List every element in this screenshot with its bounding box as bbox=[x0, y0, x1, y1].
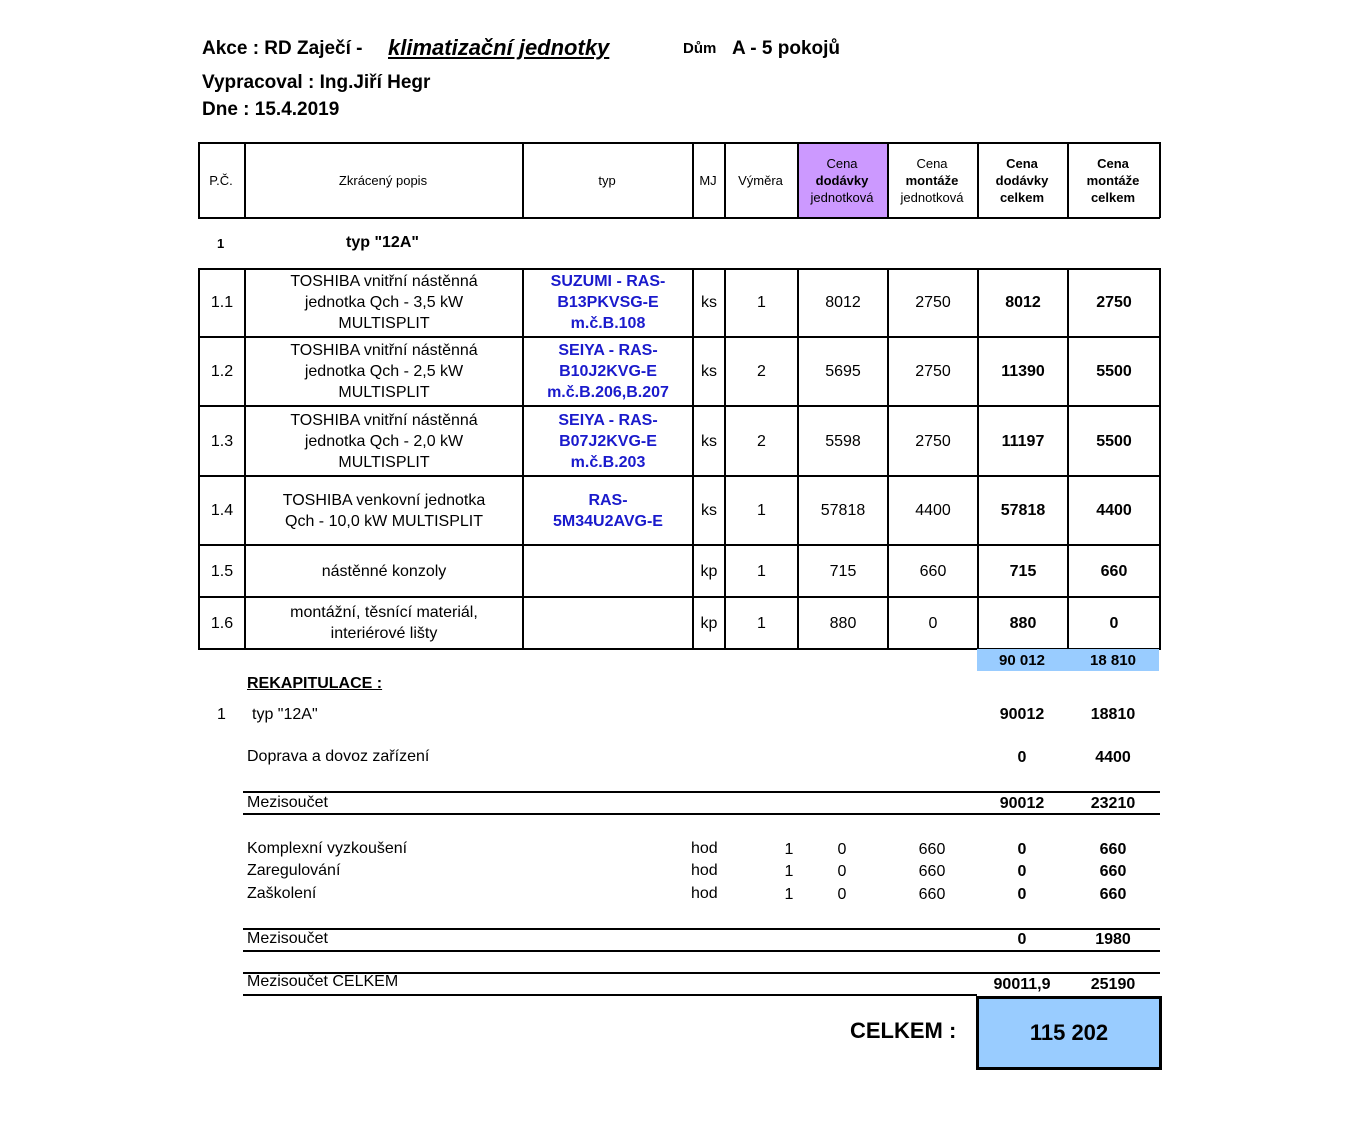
sum-dodavky: 90 012 bbox=[977, 649, 1067, 671]
table-cell-popis: nástěnné konzoly bbox=[321, 562, 447, 580]
table-top-border bbox=[198, 142, 1160, 144]
service-dod_j: 0 bbox=[837, 863, 847, 880]
header-column-border bbox=[244, 142, 246, 218]
col-header-vymera: Výměra bbox=[738, 172, 783, 188]
recap-item-label: typ "12A" bbox=[252, 706, 318, 723]
table-cell-mont_j: 2750 bbox=[915, 294, 951, 311]
table-cell-mj: ks bbox=[701, 432, 717, 450]
table-cell-dod_j: 5695 bbox=[825, 363, 861, 380]
dum-label: Dům bbox=[683, 40, 717, 57]
divider bbox=[243, 928, 1160, 930]
table-cell-mj: kp bbox=[700, 562, 718, 580]
col-header-cena-montaze-jednotkova bbox=[887, 142, 977, 218]
table-cell-vymera: 1 bbox=[757, 614, 766, 632]
table-cell-popis: montážní, těsnící materiál, interiérové lišty bbox=[290, 604, 478, 642]
celkem-label: CELKEM : bbox=[850, 1018, 957, 1043]
col-header-typ: typ bbox=[598, 172, 616, 188]
col-header-line: Cena bbox=[1097, 155, 1129, 171]
service-dod_j: 0 bbox=[837, 841, 847, 858]
header-column-border bbox=[1067, 142, 1069, 218]
table-cell-popis: TOSHIBA venkovní jednotka Qch - 10,0 kW MULTISPLIT bbox=[282, 491, 486, 530]
divider bbox=[243, 994, 977, 996]
table-cell-mont_j: 2750 bbox=[915, 363, 951, 380]
service-mont_c: 660 bbox=[1099, 863, 1127, 880]
service-mont_j: 660 bbox=[918, 886, 946, 903]
service-mont_c: 660 bbox=[1099, 886, 1127, 903]
table-cell-pc: 1.6 bbox=[210, 614, 234, 632]
table-cell-mj: ks bbox=[701, 294, 717, 311]
col-header-pc: P.Č. bbox=[209, 172, 233, 188]
col-header-line: celkem bbox=[1090, 189, 1136, 205]
table-cell-mont_j: 4400 bbox=[915, 502, 951, 519]
header-column-border bbox=[724, 142, 726, 218]
table-cell-mont_c: 0 bbox=[1109, 614, 1119, 632]
table-cell-dod_j: 57818 bbox=[820, 502, 866, 519]
body-column-border bbox=[1159, 268, 1161, 650]
table-cell-dod_j: 5598 bbox=[825, 432, 861, 450]
col-header-line: celkem bbox=[999, 189, 1045, 205]
table-cell-pc: 1.2 bbox=[210, 363, 234, 380]
table-cell-pc: 1.4 bbox=[210, 502, 234, 519]
table-cell-typ bbox=[524, 546, 692, 596]
col-header-line: Cena bbox=[1006, 155, 1038, 171]
table-cell-pc: 1.1 bbox=[210, 294, 234, 311]
col-header-mj: MJ bbox=[699, 172, 717, 188]
divider bbox=[243, 791, 1160, 793]
table-cell-dod_c: 8012 bbox=[1005, 294, 1041, 311]
section-title: typ "12A" bbox=[346, 234, 419, 251]
header-column-border bbox=[1159, 142, 1161, 218]
service-dod_c: 0 bbox=[1017, 863, 1027, 880]
dne: Dne : 15.4.2019 bbox=[202, 99, 340, 120]
table-cell-dod_c: 715 bbox=[1009, 562, 1037, 580]
mezisoucet-1-mont: 23210 bbox=[1090, 795, 1136, 812]
service-mont_c: 660 bbox=[1099, 841, 1127, 858]
recap-item-mont: 18810 bbox=[1090, 706, 1136, 723]
table-cell-mont_c: 5500 bbox=[1096, 432, 1132, 450]
service-mont_j: 660 bbox=[918, 841, 946, 858]
service-qty: 1 bbox=[784, 841, 794, 858]
table-cell-mj: ks bbox=[701, 502, 717, 519]
service-dod_c: 0 bbox=[1017, 841, 1027, 858]
table-cell-typ: SEIYA - RAS-B07J2KVG-E m.č.B.203 bbox=[558, 411, 658, 471]
table-cell-vymera: 1 bbox=[757, 562, 766, 580]
service-label: Zaškolení bbox=[247, 885, 317, 902]
table-cell-popis: TOSHIBA vnitřní nástěnná jednotka Qch - 2,0 kW MULTISPLIT bbox=[290, 411, 478, 471]
header-column-border bbox=[797, 142, 799, 218]
mezisoucet-celkem-dod: 90011,9 bbox=[993, 976, 1051, 993]
service-dod_j: 0 bbox=[837, 886, 847, 903]
table-cell-vymera: 2 bbox=[757, 363, 766, 380]
mezisoucet-celkem-label: Mezisoučet CELKEM bbox=[247, 973, 399, 990]
mezisoucet-2-dod: 0 bbox=[1017, 931, 1027, 948]
service-qty: 1 bbox=[784, 863, 794, 880]
akce-label: Akce : RD Zaječí - bbox=[202, 38, 363, 59]
section-number: 1 bbox=[217, 236, 225, 251]
recap-item-dod: 90012 bbox=[999, 706, 1045, 723]
table-cell-mj: kp bbox=[700, 614, 718, 632]
col-header-cena-dodavky-celkem bbox=[977, 142, 1067, 218]
header-column-border bbox=[522, 142, 524, 218]
col-header-popis: Zkrácený popis bbox=[338, 172, 428, 188]
table-cell-pc: 1.5 bbox=[210, 562, 234, 580]
table-cell-vymera: 2 bbox=[757, 432, 766, 450]
mezisoucet-1-dod: 90012 bbox=[999, 795, 1045, 812]
table-cell-mont_j: 0 bbox=[928, 614, 938, 632]
header-column-border bbox=[977, 142, 979, 218]
doprava-dod: 0 bbox=[1017, 749, 1027, 766]
table-cell-popis: TOSHIBA vnitřní nástěnná jednotka Qch - 2,5 kW MULTISPLIT bbox=[290, 342, 478, 401]
table-cell-dod_c: 11197 bbox=[1001, 432, 1045, 450]
doprava-label: Doprava a dovoz zařízení bbox=[247, 748, 430, 765]
col-header-line: jednotková bbox=[900, 189, 964, 205]
table-cell-dod_c: 880 bbox=[1009, 614, 1037, 632]
sum-montaze: 18 810 bbox=[1067, 649, 1159, 671]
table-cell-mont_c: 5500 bbox=[1096, 363, 1132, 380]
divider bbox=[243, 950, 1160, 952]
table-cell-typ bbox=[524, 598, 692, 648]
table-cell-dod_j: 880 bbox=[829, 614, 857, 632]
table-cell-mont_j: 2750 bbox=[915, 432, 951, 450]
mezisoucet-1-label: Mezisoučet bbox=[247, 794, 328, 811]
table-cell-dod_c: 57818 bbox=[1000, 502, 1046, 519]
recap-title: REKAPITULACE : bbox=[247, 675, 383, 692]
mezisoucet-celkem-mont: 25190 bbox=[1090, 976, 1136, 993]
recap-item-number: 1 bbox=[217, 706, 226, 723]
akce-subject: klimatizační jednotky bbox=[388, 35, 610, 60]
table-cell-typ: SEIYA - RAS-B10J2KVG-E m.č.B.206,B.207 bbox=[547, 342, 669, 401]
table-cell-mont_c: 4400 bbox=[1096, 502, 1132, 519]
service-label: Zaregulování bbox=[247, 862, 341, 879]
header-bottom-border bbox=[198, 217, 1160, 219]
service-label: Komplexní vyzkoušení bbox=[247, 840, 408, 857]
col-header-line: montáže bbox=[905, 172, 959, 188]
mezisoucet-2-mont: 1980 bbox=[1095, 931, 1131, 948]
doprava-mont: 4400 bbox=[1095, 749, 1131, 766]
celkem-value: 115 202 bbox=[976, 996, 1162, 1070]
service-dod_c: 0 bbox=[1017, 886, 1027, 903]
vypracoval: Vypracoval : Ing.Jiří Hegr bbox=[202, 72, 431, 93]
table-cell-mj: ks bbox=[701, 363, 717, 380]
table-cell-vymera: 1 bbox=[757, 502, 766, 519]
table-cell-pc: 1.3 bbox=[210, 432, 234, 450]
table-cell-mont_j: 660 bbox=[919, 562, 947, 580]
col-header-line: dodávky bbox=[815, 172, 869, 188]
service-mont_j: 660 bbox=[918, 863, 946, 880]
table-cell-dod_j: 715 bbox=[829, 562, 857, 580]
col-header-cena-dodavky-jednotkova bbox=[797, 142, 887, 218]
dum-value: A - 5 pokojů bbox=[732, 38, 841, 59]
table-cell-mont_c: 2750 bbox=[1096, 294, 1132, 311]
col-header-line: montáže bbox=[1086, 172, 1140, 188]
table-cell-vymera: 1 bbox=[757, 294, 766, 311]
table-cell-dod_j: 8012 bbox=[825, 294, 861, 311]
table-cell-dod_c: 11390 bbox=[1001, 363, 1045, 380]
col-header-line: Cena bbox=[826, 155, 858, 171]
service-mj: hod bbox=[691, 840, 718, 857]
service-mj: hod bbox=[691, 862, 718, 879]
table-cell-mont_c: 660 bbox=[1100, 562, 1128, 580]
table-cell-typ: RAS-5M34U2AVG-E bbox=[553, 491, 663, 530]
table-cell-typ: SUZUMI - RAS-B13PKVSG-E m.č.B.108 bbox=[550, 273, 666, 332]
header-column-border bbox=[692, 142, 694, 218]
col-header-line: dodávky bbox=[995, 172, 1049, 188]
mezisoucet-2-label: Mezisoučet bbox=[247, 930, 328, 947]
col-header-line: Cena bbox=[916, 155, 948, 171]
service-mj: hod bbox=[691, 885, 718, 902]
col-header-cena-montaze-celkem bbox=[1067, 142, 1159, 218]
service-qty: 1 bbox=[784, 886, 794, 903]
header-column-border bbox=[887, 142, 889, 218]
divider bbox=[243, 813, 1160, 815]
table-cell-popis: TOSHIBA vnitřní nástěnná jednotka Qch - 3,5 kW MULTISPLIT bbox=[290, 273, 478, 332]
header-column-border bbox=[198, 142, 200, 218]
col-header-line: jednotková bbox=[810, 189, 874, 205]
